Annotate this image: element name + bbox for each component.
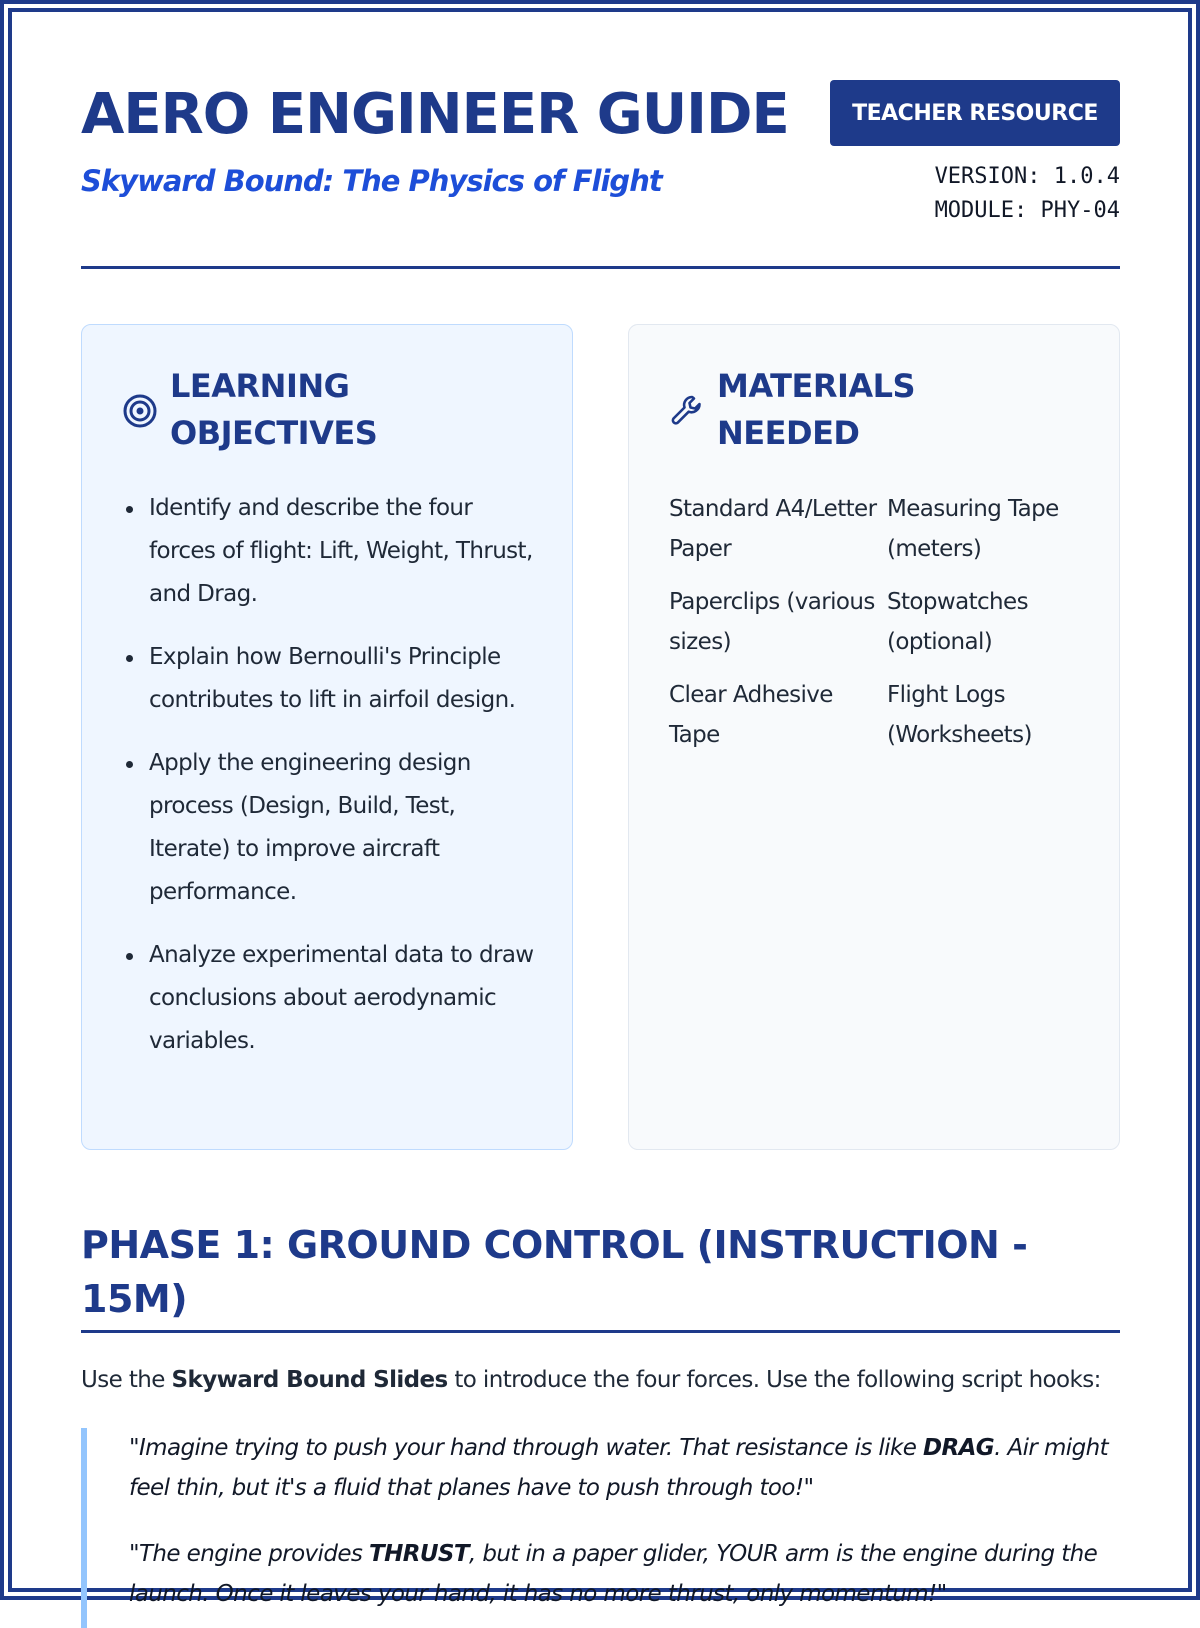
objective-item: Analyze experimental data to draw conclusions about aerodynamic variables.: [122, 934, 542, 1063]
wrench-icon: [669, 393, 705, 429]
quote-text: , but in a paper glider, YOUR arm is the engine during the launch. Once it leaves your hand, it has no more thrust, only momentum!": [129, 1541, 1098, 1607]
objective-item: Apply the engineering design process (Design, Build, Test, Iterate) to improve aircraft performance.: [122, 742, 542, 914]
intro-text-end: to introduce the four forces. Use the following script hooks:: [447, 1367, 1101, 1393]
objectives-title: LEARNING OBJECTIVES: [170, 367, 378, 452]
page-subtitle: Skyward Bound: The Physics of Flight: [81, 164, 662, 198]
quote-keyword: DRAG: [922, 1435, 995, 1461]
phase-1-heading: PHASE 1: GROUND CONTROL (INSTRUCTION - 15M): [81, 1223, 1028, 1321]
script-hooks-blockquote: [81, 1428, 1120, 1628]
material-item: Stopwatches (optional): [887, 589, 1028, 655]
quote-text: . Air might feel thin, but it's a fluid that planes have to push through too!": [129, 1435, 1108, 1501]
objectives-list: [122, 487, 542, 1083]
materials-list: [669, 489, 1099, 755]
materials-heading: [669, 363, 1017, 457]
materials-card: [628, 324, 1120, 1150]
phase-1-intro: [81, 1362, 1141, 1398]
material-item: Flight Logs (Worksheets): [887, 682, 1032, 748]
objective-item: Identify and describe the four forces of flight: Lift, Weight, Thrust, and Drag.: [122, 487, 542, 616]
material-item: Paperclips (various sizes): [669, 589, 875, 655]
target-icon: [122, 393, 158, 429]
module-label: MODULE: PHY-04: [934, 198, 1120, 223]
page-header: [81, 78, 1120, 268]
materials-title: MATERIALS NEEDED: [717, 367, 916, 452]
quote-text: "The engine provides: [129, 1541, 369, 1567]
phase-1-divider: [81, 1330, 1120, 1333]
objectives-heading: [122, 363, 470, 457]
quote-text: "Imagine trying to push your hand through water. That resistance is like: [129, 1435, 923, 1461]
material-item: Standard A4/Letter Paper: [669, 496, 877, 562]
intro-text: Use the: [81, 1367, 172, 1393]
script-hook-quote: [129, 1534, 1120, 1614]
header-divider: [81, 266, 1120, 269]
document-meta: [935, 160, 1120, 228]
material-item: Clear Adhesive Tape: [669, 682, 833, 748]
version-label: VERSION: 1.0.4: [934, 164, 1120, 189]
script-hook-quote: [129, 1428, 1120, 1508]
material-item: Measuring Tape (meters): [887, 496, 1059, 562]
quote-keyword: THRUST: [369, 1541, 469, 1567]
slides-reference: Skyward Bound Slides: [171, 1367, 448, 1393]
teacher-resource-badge: TEACHER RESOURCE: [830, 80, 1120, 146]
page-title: AERO ENGINEER GUIDE: [81, 82, 789, 147]
objective-item: Explain how Bernoulli's Principle contributes to lift in airfoil design.: [122, 636, 542, 722]
learning-objectives-card: [81, 324, 573, 1150]
